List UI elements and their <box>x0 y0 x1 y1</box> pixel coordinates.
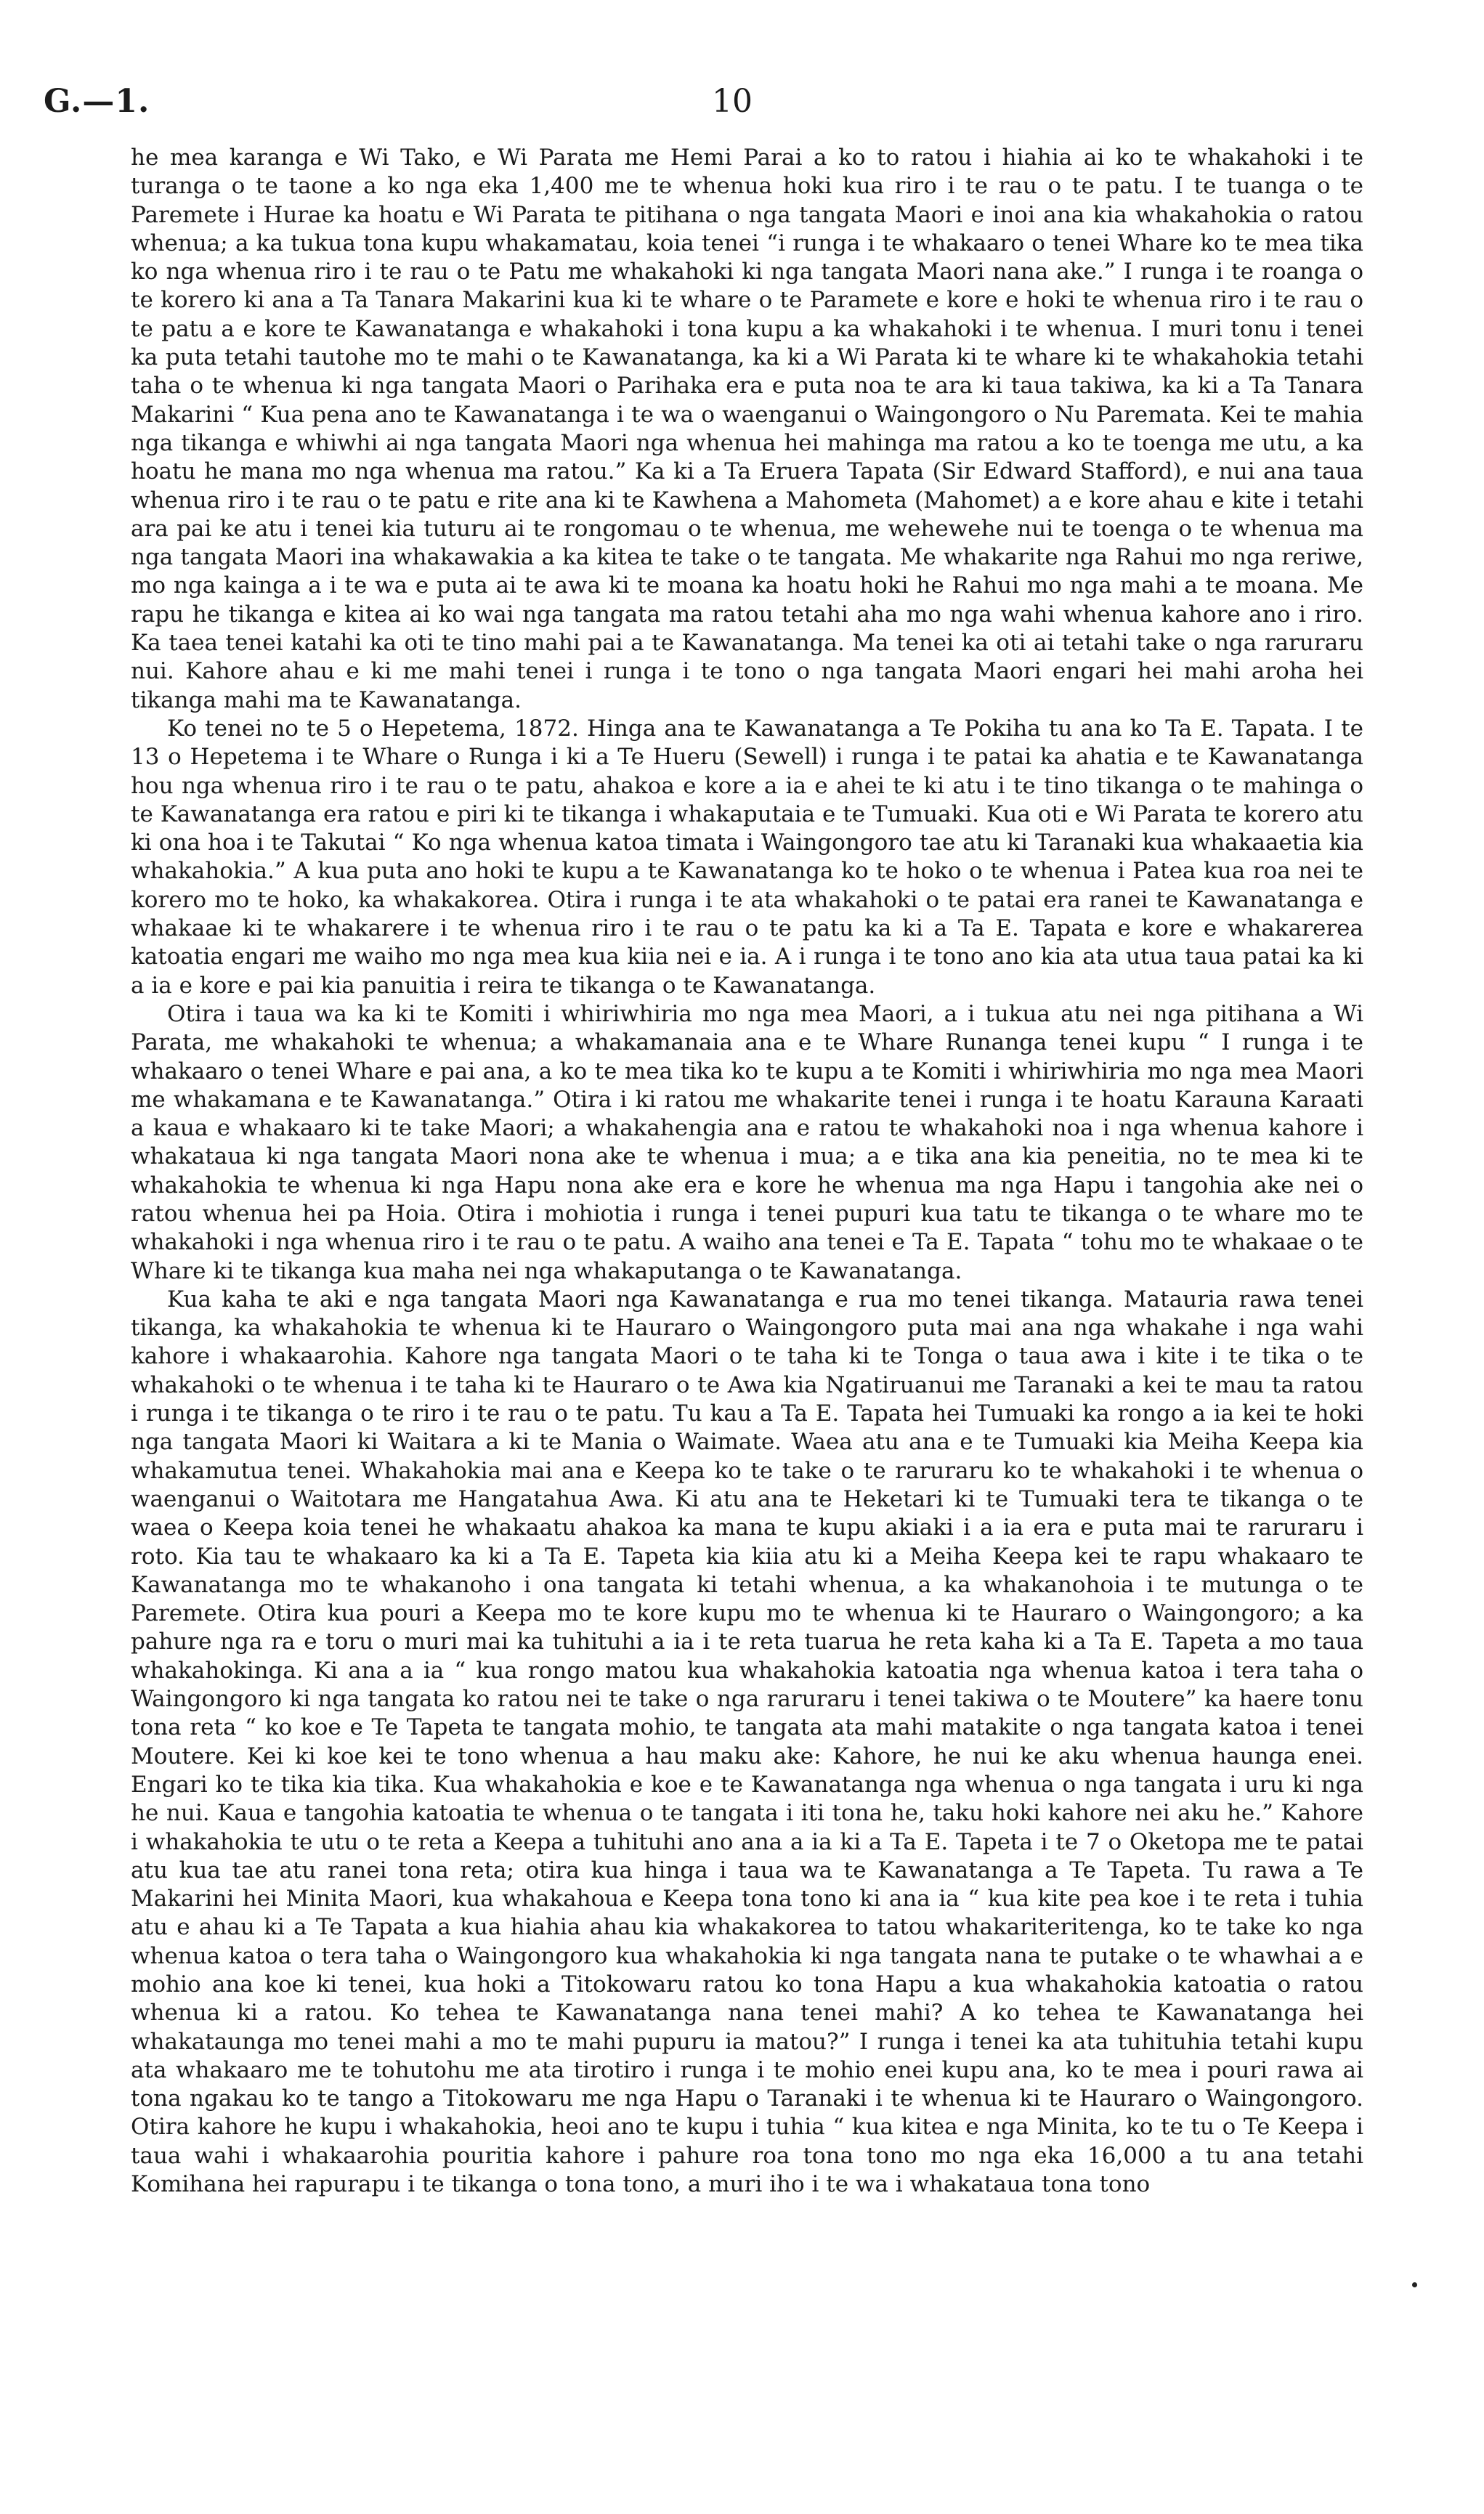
body-text <box>131 144 1363 2199</box>
margin-dot <box>1412 2282 1417 2287</box>
paragraph: Ko tenei no te 5 o Hepetema, 1872. Hinga ana te Kawanatanga a Te Pokiha tu ana ko Ta E. Tapata. I te 13 o Hepetema i te Whare o Runga i ki a Te Hueru (Sewell) i runga i te patai ka ahatia e te Kawanatanga hou nga whenua riro i te rau o te patu, ahakoa e kore a ia e ahei te ki atu i te tino tikanga o te mahinga o te Kawanatanga era ratou e piri ki te tikanga i whakaputaia e te Tumuaki. Kua oti e Wi Parata te korero atu ki ona hoa i te Takutai “ Ko nga whenua katoa timata i Waingongoro tae atu ki Taranaki kua whakaaetia kia whakahokia.” A kua puta ano hoki te kupu a te Kawanatanga ko te hoko o te whenua i Patea kua roa nei te korero mo te hoko, ka whakakorea. Otira i runga i te ata whakahoki o te patai era ranei te Kawanatanga e whakaae ki te whakarere i te whenua riro i te rau o te patu ka ki a Ta E. Tapata e kore e whakarerea katoatia engari me waiho mo nga mea kua kiia nei e ia. A i runga i te tono ano kia ata utua taua patai ka ki a ia e kore e pai kia panuitia i reira te tikanga o te Kawanatanga. <box>131 715 1363 999</box>
paragraph: Otira i taua wa ka ki te Komiti i whiriwhiria mo nga mea Maori, a i tukua atu nei nga pitihana a Wi Parata, me whakahoki te whenua; a whakamanaia ana e te Whare Runanga tenei kupu “ I runga i te whakaaro o tenei Whare e pai ana, a ko te mea tika ko te kupu a te Komiti i whiriwhiria mo nga mea Maori me whakamana e te Kawanatanga.” Otira i ki ratou me whakarite tenei i runga i te hoatu Karauna Karaati a kaua e whakaaro ki te take Maori; a whakahengia ana e ratou te whakahoki noa i nga whenua kahore i whakataua ki nga tangata Maori nona ake te whenua i mua; a e tika ana kia peneitia, no te mea ki te whakahokia te whenua ki nga Hapu nona ake era e kore he whenua ma nga Hapu i tangohia ake nei o ratou whenua hei pa Hoia. Otira i mohiotia i runga i tenei pupuri kua tatu te tikanga o te whare mo te whakahoki i nga whenua riro i te rau o te patu. A waiho ana tenei e Ta E. Tapata “ tohu mo te whakaae o te Whare ki te tikanga kua maha nei nga whakaputanga o te Kawanatanga. <box>131 1000 1363 1284</box>
page-header <box>44 80 1402 123</box>
paragraph: he mea karanga e Wi Tako, e Wi Parata me Hemi Parai a ko to ratou i hiahia ai ko te whakahoki i te turanga o te taone a ko nga eka 1,400 me te whenua hoki kua riro i te rau o te patu. I te tuanga o te Paremete i Hurae ka hoatu e Wi Parata te pitihana o nga tangata Maori e inoi ana kia whakahokia o ratou whenua; a ka tukua tona kupu whakamatau, koia tenei “i runga i te whakaaro o tenei Whare ko te mea tika ko nga whenua riro i te rau o te Patu me whakahoki ki nga tangata Maori nana ake.” I runga i te roanga o te korero ki ana a Ta Tanara Makarini kua ki te whare o te Paramete e kore e hoki te whenua riro i te rau o te patu a e kore te Kawanatanga e whakahoki i tona kupu a ka whakahoki i te whenua. I muri tonu i tenei ka puta tetahi tautohe mo te mahi o te Kawanatanga, ka ki a Wi Parata ki te whare ki te whakahokia tetahi taha o te whenua ki nga tangata Maori o Parihaka era e puta noa te ara ki taua takiwa, ka ki a Ta Tanara Makarini “ Kua pena ano te Kawanatanga i te wa o waenganui o Waingongoro o Nu Paremata. Kei te mahia nga tikanga e whiwhi ai nga tangata Maori nga whenua hei mahinga ma ratou a ko te toenga me utu, a ka hoatu he mana mo nga whenua ma ratou.” Ka ki a Ta Eruera Tapata (Sir Edward Stafford), e nui ana taua whenua riro i te rau o te patu e rite ana ki te Kawhena a Mahometa (Mahomet) a e kore ahau e kite i tetahi ara pai ke atu i tenei kia tuturu ai te rongomau o te whenua, me wehewehe nui te toenga o te whenua ma nga tangata Maori ina whakawakia a ka kitea te take o te tangata. Me whakarite nga Rahui mo nga reriwe, mo nga kainga a i te wa e puta ai te awa ki te moana ka hoatu hoki he Rahui mo nga mahi a te moana. Me rapu he tikanga e kitea ai ko wai nga tangata ma ratou tetahi aha mo nga wahi whenua kahore ano i riro. Ka taea tenei katahi ka oti te tino mahi pai a te Kawanatanga. Ma tenei ka oti ai tetahi take o nga raruraru nui. Kahore ahau e ki me mahi tenei i runga i te tono o nga tangata Maori engari hei mahi aroha hei tikanga mahi ma te Kawanatanga. <box>131 145 1363 713</box>
paragraph: Kua kaha te aki e nga tangata Maori nga Kawanatanga e rua mo tenei tikanga. Matauria rawa tenei tikanga, ka whakahokia te whenua ki te Hauraro o Waingongoro puta mai ana nga whakahe i nga wahi kahore i whakaarohia. Kahore nga tangata Maori o te taha ki te Tonga o taua awa i kite i te tika o te whakahoki o te whenua i te taha ki te Hauraro o te Awa kia Ngatiruanui me Taranaki a kei te mau ta ratou i runga i te tikanga o te riro i te rau o te patu. Tu kau a Ta E. Tapata hei Tumuaki ka rongo a ia kei te hoki nga tangata Maori ki Waitara a ki te Mania o Waimate. Waea atu ana e te Tumuaki kia Meiha Keepa kia whakamutua tenei. Whakahokia mai ana e Keepa ko te take o te raruraru ko te whakahoki i te whenua o waenganui o Waitotara me Hangatahua Awa. Ki atu ana te Heketari ki te Tumuaki tera te tikanga o te waea o Keepa koia tenei he whakaatu ahakoa ka mana te kupu akiaki i a ia era e puta mai te raruraru i roto. Kia tau te whakaaro ka ki a Ta E. Tapeta kia kiia atu ki a Meiha Keepa kei te rapu whakaaro te Kawanatanga mo te whakanoho i ona tangata ki tetahi whenua, a ka whakanohoia i te mutunga o te Paremete. Otira kua pouri a Keepa mo te kore kupu mo te whenua ki te Hauraro o Waingongoro; a ka pahure nga ra e toru o muri mai ka tuhituhi a ia i te reta tuarua he reta kaha ki a Ta E. Tapeta a mo taua whakahokinga. Ki ana a ia “ kua rongo matou kua whakahokia katoatia nga whenua katoa i tera taha o Waingongoro ki nga tangata ko ratou nei te take o nga raruraru i tenei takiwa o te Moutere” ka haere tonu tona reta “ ko koe e Te Tapeta te tangata mohio, te tangata ata mahi matakite o nga tangata katoa i tenei Moutere. Kei ki koe kei te tono whenua a hau maku ake: Kahore, he nui ke aku whenua haunga enei. Engari ko te tika kia tika. Kua whakahokia e koe e te Kawanatanga nga whenua o nga tangata i uru ki nga he nui. Kaua e tangohia katoatia te whenua o te tangata i iti tona he, taku hoki kahore nei aku he.” Kahore i whakahokia te utu o te reta a Keepa a tuhituhi ano ana a ia ki a Ta E. Tapeta i te 7 o Oketopa me te patai atu kua tae atu ranei tona reta; otira kua hinga i taua wa te Kawanatanga a Te Tapeta. Tu rawa a Te Makarini hei Minita Maori, kua whakahoua e Keepa tona tono ki ana ia “ kua kite pea koe i te reta i tuhia atu e ahau ki a Te Tapata a kua hiahia ahau kia whakakorea to tatou whakariteritenga, ko te take ko nga whenua katoa o tera taha o Waingongoro kua whakahokia ki nga tangata nana te putake o te whawhai a e mohio ana koe ki tenei, kua hoki a Titokowaru ratou ko tona Hapu a kua whakahokia katoatia o ratou whenua ki a ratou. Ko tehea te Kawanatanga nana tenei mahi? A ko tehea te Kawanatanga hei whakataunga mo tenei mahi a mo te mahi pupuru ia matou?” I runga i tenei ka ata tuhituhia tetahi kupu ata whakaaro me te tohutohu me ata tirotiro i runga i te mohio enei kupu ana, ko te mea i pouri rawa ai tona ngakau ko te tango a Titokowaru me nga Hapu o Taranaki i te whenua ki te Hauraro o Waingongoro. Otira kahore he kupu i whakahokia, heoi ano te kupu i tuhia “ kua kitea e nga Minita, ko te tu o Te Keepa i taua wahi i whakaarohia pouritia kahore i pahure roa tona tono mo nga eka 16,000 a tu ana tetahi Komihana hei rapurapu i te tikanga o tona tono, a muri iho i te wa i whakataua tona tono <box>131 1286 1363 2198</box>
page-number: 10 <box>712 83 753 120</box>
document-code: G.—1. <box>44 83 150 120</box>
